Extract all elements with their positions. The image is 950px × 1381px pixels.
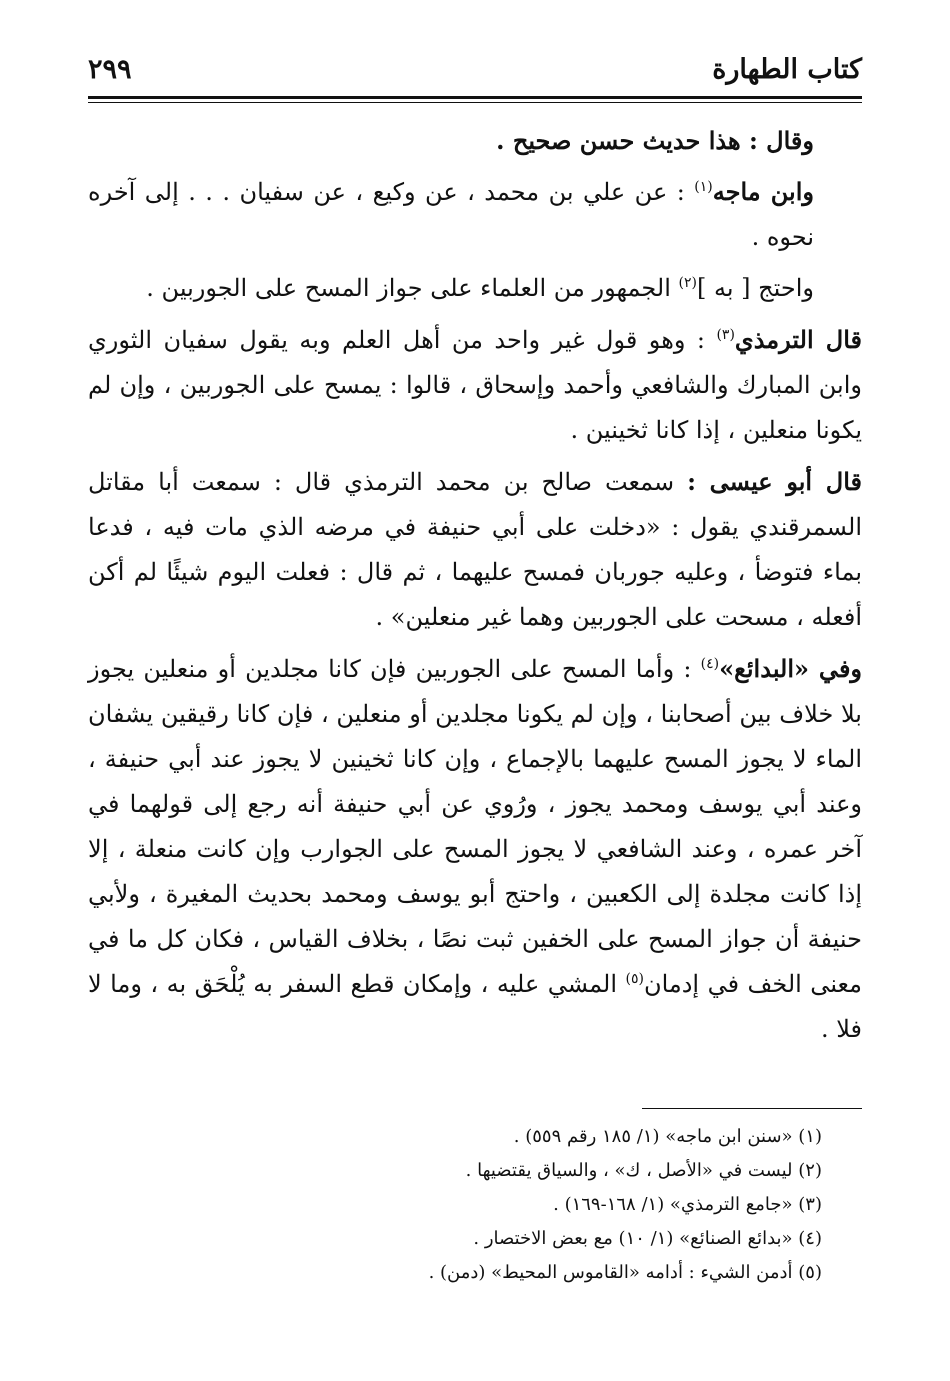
paragraph-lead: وقال : [748,126,814,155]
footnotes [88,1120,862,1290]
footnote-ref[interactable]: (٤) [700,656,720,672]
paragraph [88,646,862,1052]
paragraph-lead: قال أبو عيسى : [687,467,862,496]
footnote-ref[interactable]: (١) [694,179,713,195]
paragraph [88,266,862,311]
footnote: (٤) «بدائع الصنائع» (١/ ١٠) مع بعض الاختصار . [473,1228,822,1249]
footnote: (٣) «جامع الترمذي» (١/ ١٦٨-١٦٩) . [553,1194,822,1215]
paragraph-text: : عن علي بن محمد ، عن وكيع ، عن سفيان . . . إلى آخره نحوه . [88,178,814,251]
main-text [88,118,862,1058]
chapter-title: كتاب الطهارة [712,54,862,85]
footnote-ref[interactable]: (٣) [716,327,735,343]
paragraph-text: هذا حديث حسن صحيح . [496,126,749,155]
footnote-ref[interactable]: (٢) [678,275,697,291]
paragraph-text: الجمهور من العلماء على جواز المسح على الجوربين . [146,274,679,302]
paragraph [88,317,862,453]
paragraph-text: المشي عليه ، وإمكان قطع السفر به يُلْحَق به ، وما لا فلا . [88,970,862,1043]
header-rule-thick [88,96,862,99]
paragraph-lead: وفي «البدائع» [719,654,862,683]
paragraph-lead: وابن ماجه [712,177,814,206]
paragraph-text: واحتج [ به ] [697,274,814,302]
paragraph-text: سمعت صالح بن محمد الترمذي قال : سمعت أبا مقاتل السمرقندي يقول : «دخلت على أبي حنيفة في مرضه الذي مات فيه ، فدعا بماء فتوضأ ، وعليه جوربان فمسح عليهما ، ثم قال : فعلت اليوم شيئًا لم أكن أفعله ، مسحت على الجوربين وهما غير منعلين» . [88,468,862,631]
paragraph-lead: قال الترمذي [734,325,863,354]
page-number: ٢٩٩ [88,54,132,85]
paragraph [88,459,862,640]
paragraph [88,118,862,163]
footnote-ref[interactable]: (٥) [625,971,644,987]
header-rule-thin [88,102,862,103]
paragraph-text: : وأما المسح على الجوربين فإن كانا مجلدين أو منعلين يجوز بلا خلاف بين أصحابنا ، وإن لم يكونا مجلدين أو منعلين ، فإن كانا رقيقين يشفان الماء لا يجوز المسح عليهما بالإجماع ، وإن كانا ثخينين لا يجوز عند أبي حنيفة ، وعند أبي يوسف ومحمد يجوز ، ورُوي عن أبي حنيفة أنه رجع إلى قولهما في آخر عمره ، وعند الشافعي لا يجوز المسح على الجوارب وإن كانت منعلة ، إلا إذا كانت مجلدة إلى الكعبين ، واحتج أبو يوسف ومحمد بحديث المغيرة ، ولأبي حنيفة أن جواز المسح على الخفين ثبت نصًا ، بخلاف القياس ، فكان كل ما في معنى الخف في إدمان [88,655,863,998]
footnote: (٢) ليست في «الأصل ، ك» ، والسياق يقتضيها . [465,1160,822,1181]
paragraph-text: : وهو قول غير واحد من أهل العلم وبه يقول سفيان الثوري وابن المبارك والشافعي وأحمد وإسحاق ، قالوا : يمسح على الجوربين ، وإن لم يكونا منعلين ، إذا كانا ثخينين . [88,326,862,444]
page-header [88,48,862,94]
footnote: (١) «سنن ابن ماجه» (١/ ١٨٥ رقم ٥٥٩) . [513,1126,822,1147]
footnote: (٥) أدمن الشيء : أدامه «القاموس المحيط» (دمن) . [428,1262,822,1283]
paragraph [88,169,862,260]
footnote-divider [642,1108,862,1109]
